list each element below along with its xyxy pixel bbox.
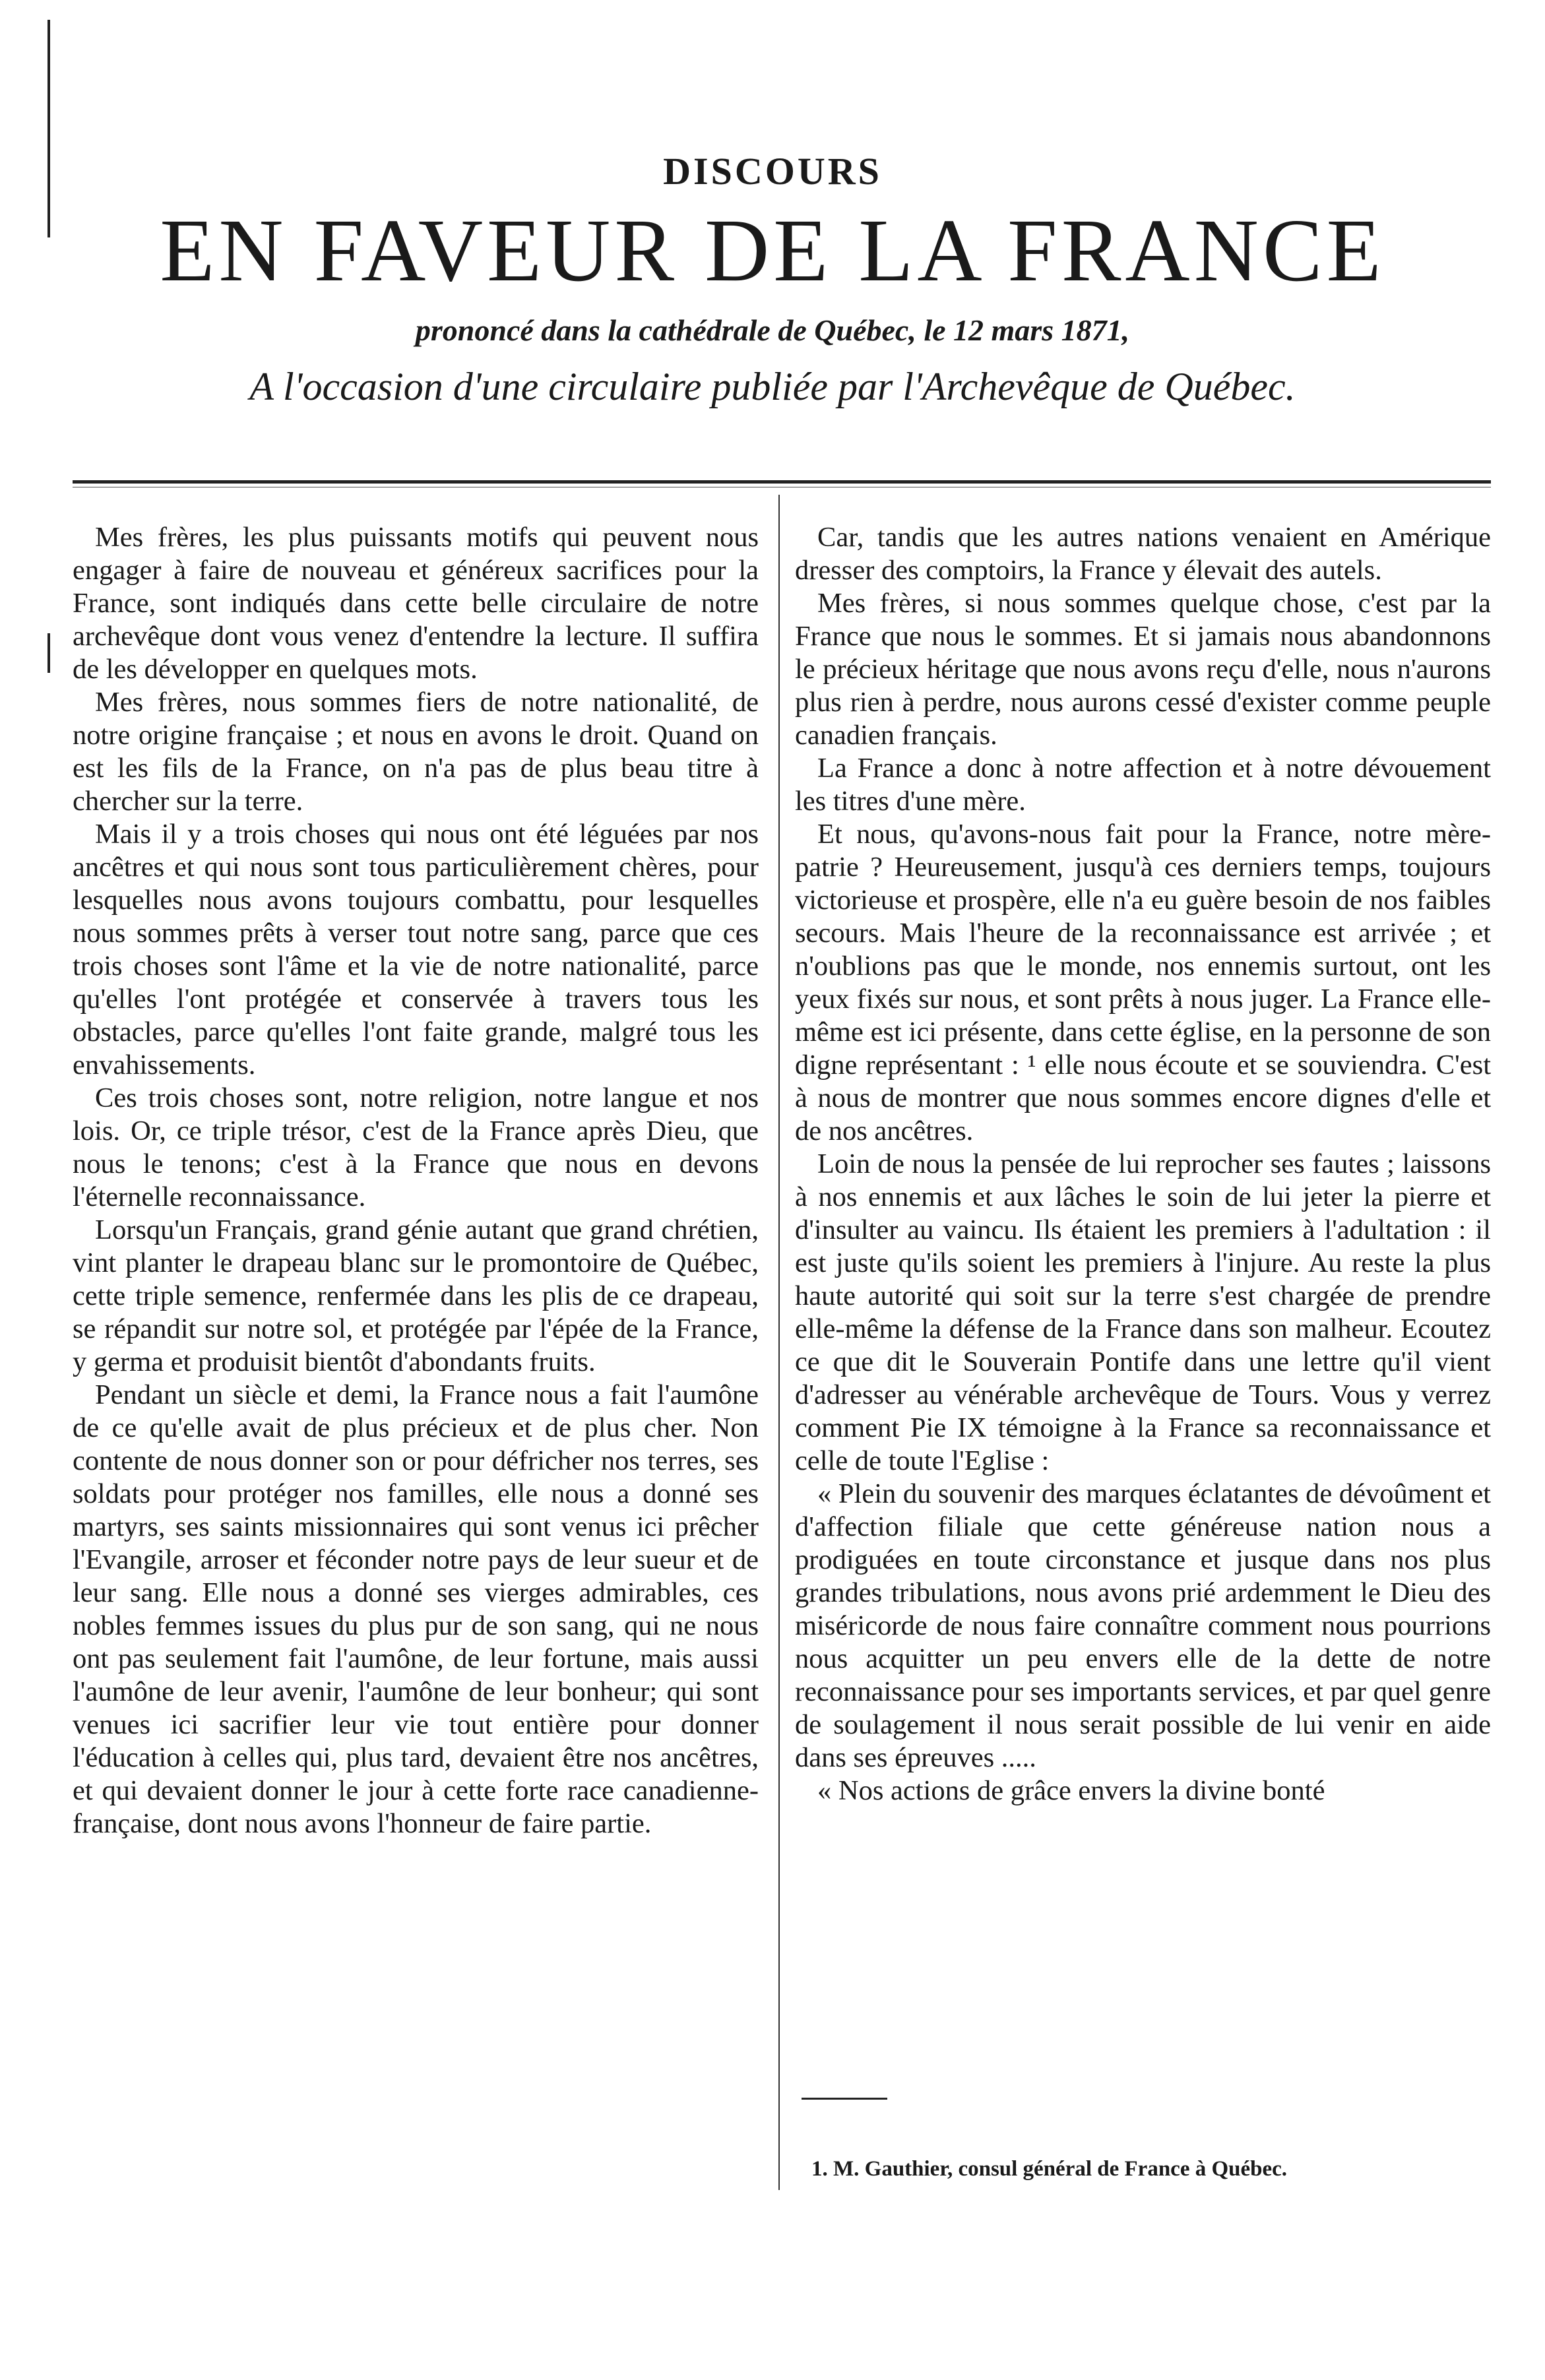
quote-paragraph: « Nos actions de grâce envers la divine bonté — [817, 1775, 1325, 1806]
paragraph: Ces trois choses sont, notre religion, notre langue et nos lois. Or, ce triple trésor, c'est de la France après Dieu, que nous le tenons; c'est à la France que nous en devons l'éternelle reconnaissance. — [73, 1082, 759, 1212]
footnote-rule — [802, 2098, 887, 2100]
left-column — [73, 521, 759, 1840]
column-divider — [778, 495, 780, 2190]
paragraph: Pendant un siècle et demi, la France nous a fait l'aumône de ce qu'elle avait de plus précieux et de plus cher. Non contente de nous donner son or pour défricher nos terres, ses soldats pour protéger nos familles, elle nous a donné ses martyrs, ses saints missionnaires qui sont venus ici prêcher l'Evangile, arroser et féconder notre pays de leur sueur et de leur sang. Elle nous a donné ses vierges admirables, ces nobles femmes issues du plus pur de son sang, qui ne nous ont pas seulement fait l'aumône, de leur fortune, mais aussi l'aumône de leur avenir, l'aumône de leur bonheur; qui sont venues ici sacrifier leur vie tout entière pour donner l'éducation à celles qui, plus tard, devaient être nos ancêtres, et qui devaient donner le jour à cette forte race canadienne-française, dont nous avons l'honneur de faire partie. — [73, 1379, 759, 1839]
paragraph: Mes frères, les plus puissants motifs qui peuvent nous engager à faire de nouveau et généreux sacrifices pour la France, sont indiqués dans cette belle circulaire de notre archevêque dont vous venez d'entendre la lecture. Il suffira de les développer en quelques mots. — [73, 522, 759, 685]
heading-discours: DISCOURS — [663, 150, 882, 193]
paragraph: Lorsqu'un Français, grand génie autant que grand chrétien, vint planter le drapeau blanc sur le promontoire de Québec, cette triple semence, renfermée dans les plis de ce drapeau, se répandit sur notre sol, et protégée par l'épée de la France, y germa et produisit bientôt d'abondants fruits. — [73, 1214, 759, 1377]
paragraph: Mes frères, nous sommes fiers de notre nationalité, de notre origine française ; et nous en avons le droit. Quand on est les fils de la France, on n'a pas de plus beau titre à chercher sur la terre. — [73, 687, 759, 817]
paragraph: Car, tandis que les autres nations venaient en Amérique dresser des comptoirs, la France y élevait des autels. — [795, 522, 1491, 586]
margin-rule-mark — [47, 633, 50, 673]
header-rule — [73, 480, 1491, 484]
paragraph: Et nous, qu'avons-nous fait pour la France, notre mère-patrie ? Heureusement, jusqu'à ces derniers temps, toujours victorieuse et prospère, elle n'a eu guère besoin de nos faibles secours. Mais l'heure de la reconnaissance est arrivée ; et n'oublions pas que le monde, nos ennemis surtout, ont les yeux fixés sur nous, et sont prêts à nous juger. La France elle-même est ici présente, dans cette église, en la personne de son digne représentant : ¹ elle nous écoute et se souviendra. C'est à nous de montrer que nous sommes encore dignes d'elle et de nos ancêtres. — [795, 819, 1491, 1146]
footnote: 1. M. Gauthier, consul général de France à Québec. — [811, 2157, 1288, 2181]
paragraph: Mes frères, si nous sommes quelque chose, c'est par la France que nous le sommes. Et si jamais nous abandonnons le précieux héritage que nous avons reçu d'elle, nous n'aurons plus rien à perdre, nous aurons cessé d'exister comme peuple canadien français. — [795, 588, 1491, 751]
page-header — [0, 148, 1545, 412]
subtitle: prononcé dans la cathédrale de Québec, le 12 mars 1871, — [415, 313, 1130, 347]
paragraph: Loin de nous la pensée de lui reprocher ses fautes ; laissons à nos ennemis et aux lâches le soin de lui jeter la pierre et d'insulter au vaincu. Ils étaient les premiers à l'adultation : il est juste qu'ils soient les premiers à l'injure. Au reste la plus haute autorité qui soit sur la terre s'est chargée de prendre elle-même la défense de la France dans son malheur. Ecoutez ce que dit le Souverain Pontife dans une lettre qu'il vient d'adresser au vénérable archevêque de Tours. Vous y verrez comment Pie IX témoigne à la France sa reconnaissance et celle de toute l'Eglise : — [795, 1148, 1491, 1476]
main-title: EN FAVEUR DE LA FRANCE — [160, 201, 1385, 300]
right-column — [795, 521, 1491, 1807]
occasion-line: A l'occasion d'une circulaire publiée par l'Archevêque de Québec. — [249, 365, 1296, 408]
paragraph: Mais il y a trois choses qui nous ont été léguées par nos ancêtres et qui nous sont tous particulièrement chères, pour lesquelles nous avons toujours combattu, pour lesquelles nous sommes prêts à verser tout notre sang, parce que ces trois choses sont l'âme et la vie de notre nationalité, parce qu'elles l'ont protégée et conservée à travers tous les obstacles, parce qu'elles l'ont faite grande, malgré tous les envahissements. — [73, 819, 759, 1080]
quote-paragraph: « Plein du souvenir des marques éclatantes de dévoûment et d'affection filiale que cette généreuse nation nous a prodiguées en toute circonstance et jusque dans nos plus grandes tribulations, nous avons prié ardemment le Dieu des miséricorde de nous faire connaître comment nous pourrions nous acquitter un peu envers elle de la dette de notre reconnaissance pour ses importants services, et par quel genre de soulagement il nous serait possible de lui venir en aide dans ses épreuves ..... — [795, 1478, 1491, 1773]
paragraph: La France a donc à notre affection et à notre dévouement les titres d'une mère. — [795, 753, 1491, 817]
